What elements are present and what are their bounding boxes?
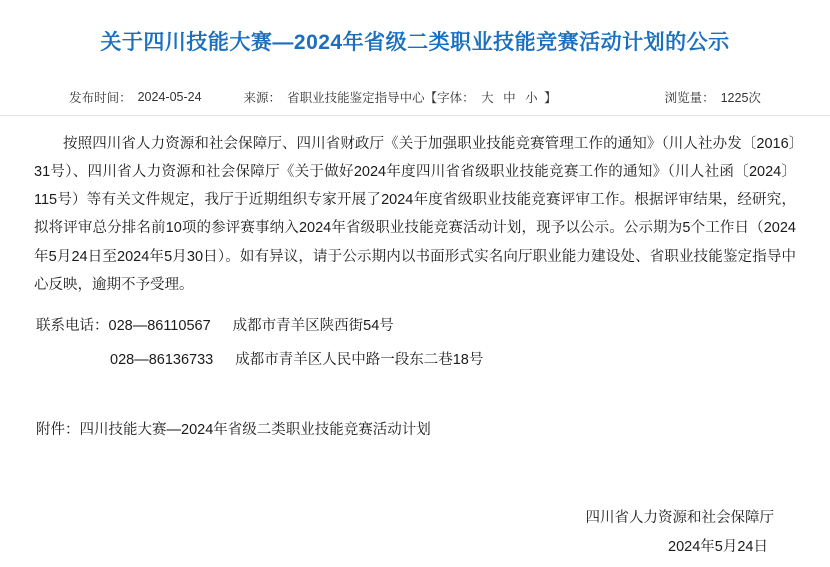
document-body xyxy=(0,116,830,563)
contact-block xyxy=(34,313,796,374)
contact-phone-1: 028—86110567 xyxy=(108,318,211,335)
signature-organization: 四川省人力资源和社会保障厅 xyxy=(585,510,774,527)
document-meta-bar xyxy=(0,82,830,116)
source xyxy=(244,88,425,106)
signature-date: 2024年5月24日 xyxy=(668,539,768,556)
publish-time-value: 2024-05-24 xyxy=(137,89,202,104)
font-size-small-button[interactable]: 小 xyxy=(525,90,538,105)
font-size-large-button[interactable]: 大 xyxy=(481,90,494,105)
views-label: 浏览量： xyxy=(664,90,715,105)
font-size-control xyxy=(425,88,557,106)
source-label: 来源： xyxy=(243,90,282,105)
contact-line-2 xyxy=(36,347,796,375)
attachment-label: 附件： xyxy=(36,422,80,439)
contact-label: 联系电话： xyxy=(36,318,109,335)
attachment-block xyxy=(34,416,796,444)
source-value: 省职业技能鉴定指导中心 xyxy=(287,90,425,105)
attachment-name[interactable]: 四川技能大赛—2024年省级二类职业技能竞赛活动计划 xyxy=(79,422,431,439)
contact-address-1: 成都市青羊区陕西街54号 xyxy=(232,318,394,335)
publish-time xyxy=(69,88,201,106)
views-value: 1225次 xyxy=(720,90,761,105)
page-title: 关于四川技能大赛—2024年省级二类职业技能竞赛活动计划的公示 xyxy=(100,31,730,55)
font-size-medium-button[interactable]: 中 xyxy=(503,90,516,105)
font-size-prefix: 【字体： xyxy=(424,90,475,105)
font-size-suffix: 】 xyxy=(544,90,557,105)
document-page xyxy=(0,14,830,567)
contact-line-1 xyxy=(36,313,796,341)
contact-phone-2: 028—86136733 xyxy=(110,351,214,368)
contact-address-2: 成都市青羊区人民中路一段东二巷18号 xyxy=(235,351,484,368)
signature-block xyxy=(34,504,796,562)
body-paragraph-1: 按照四川省人力资源和社会保障厅、四川省财政厅《关于加强职业技能竞赛管理工作的通知》（川人社办发〔2016〕31号）、四川省人力资源和社会保障厅《关于做好2024年度四川省省级职业技能竞赛工作的通知》（川人社函〔2024〕115号）等有关文件规定，我厅于近期组织专家开展了2024年度省级职业技能竞赛评审工作。根据评审结果，经研究，拟将评审总分排名前10项的参评赛事纳入2024年省级职业技能竞赛活动计划，现予以公示。公示期为5个工作日（2024年5月24日至2024年5月30日）。如有异议，请于公示期内以书面形式实名向厅职业能力建设处、省职业技能鉴定指导中心反映，逾期不予受理。 xyxy=(34,135,796,293)
views xyxy=(665,88,761,106)
publish-time-label: 发布时间： xyxy=(69,90,132,105)
